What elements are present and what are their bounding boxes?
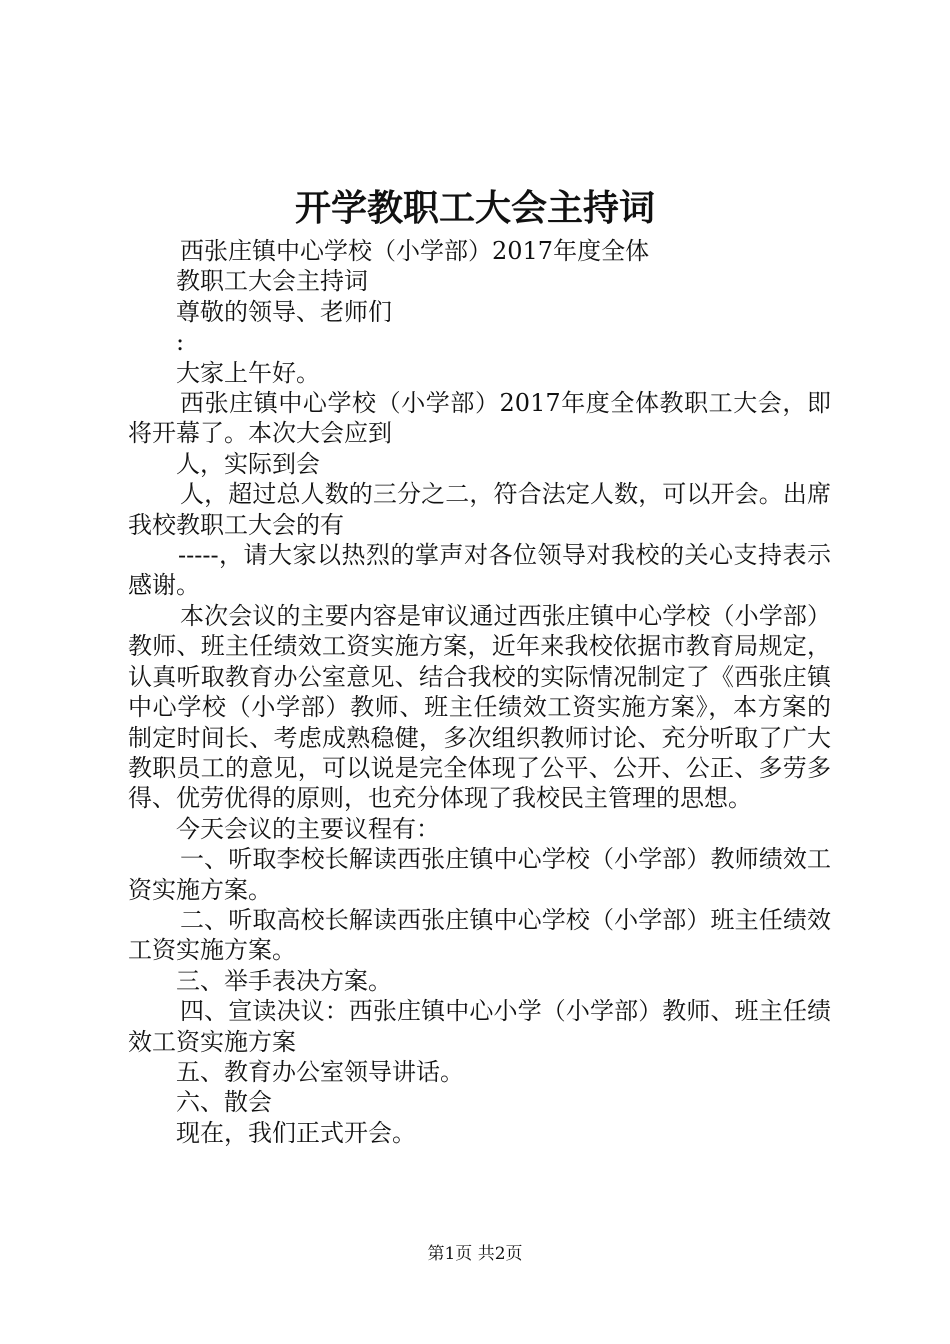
paragraph: 现在，我们正式开会。 xyxy=(176,1118,416,1147)
paragraph: 大家上午好。 xyxy=(176,358,320,387)
paragraph: 西张庄镇中心学校（小学部）2017年度全体 xyxy=(180,237,650,265)
paragraph: 人，超过总人数的三分之二，符合法定人数，可以开会。出席我校教职工大会的有 xyxy=(128,480,831,539)
paragraph: 尊敬的领导、老师们 xyxy=(176,297,392,326)
paragraph: 五、教育办公室领导讲话。 xyxy=(176,1057,464,1086)
paragraph: -----，请大家以热烈的掌声对各位领导对我校的关心支持表示感谢。 xyxy=(128,541,831,600)
paragraph: 六、散会 xyxy=(176,1088,272,1117)
paragraph: 四、宣读决议：西张庄镇中心小学（小学部）教师、班主任绩效工资实施方案 xyxy=(128,997,831,1056)
paragraph: 西张庄镇中心学校（小学部）2017年度全体教职工大会，即将开幕了。本次大会应到 xyxy=(128,389,831,448)
paragraph: 二、听取高校长解读西张庄镇中心学校（小学部）班主任绩效工资实施方案。 xyxy=(128,905,831,965)
paragraph: 三、举手表决方案。 xyxy=(176,966,392,995)
document-body xyxy=(128,236,831,1148)
paragraph: 人，实际到会 xyxy=(176,449,320,478)
paragraph: 一、听取李校长解读西张庄镇中心学校（小学部）教师绩效工资实施方案。 xyxy=(128,845,831,904)
paragraph: 教职工大会主持词 xyxy=(176,267,368,296)
paragraph: 本次会议的主要内容是审议通过西张庄镇中心学校（小学部）教师、班主任绩效工资实施方案，近年来我校依据市教育局规定，认真听取教育办公室意见、结合我校的实际情况制定了《西张庄镇中心学校（小学部）教师、班主任绩效工资实施方案》，本方案的制定时间长、考虑成熟稳健，多次组织教师讨论、充分听取了广大教职员工的意见，可以说是完全体现了公平、公开、公正、多劳多得、优劳优得的原则，也充分体现了我校民主管理的思想。 xyxy=(128,601,831,813)
page-footer: 第1页 共2页 xyxy=(427,1244,523,1264)
paragraph: 今天会议的主要议程有： xyxy=(176,814,440,843)
paragraph: : xyxy=(176,328,185,357)
document-title: 开学教职工大会主持词 xyxy=(294,187,655,229)
